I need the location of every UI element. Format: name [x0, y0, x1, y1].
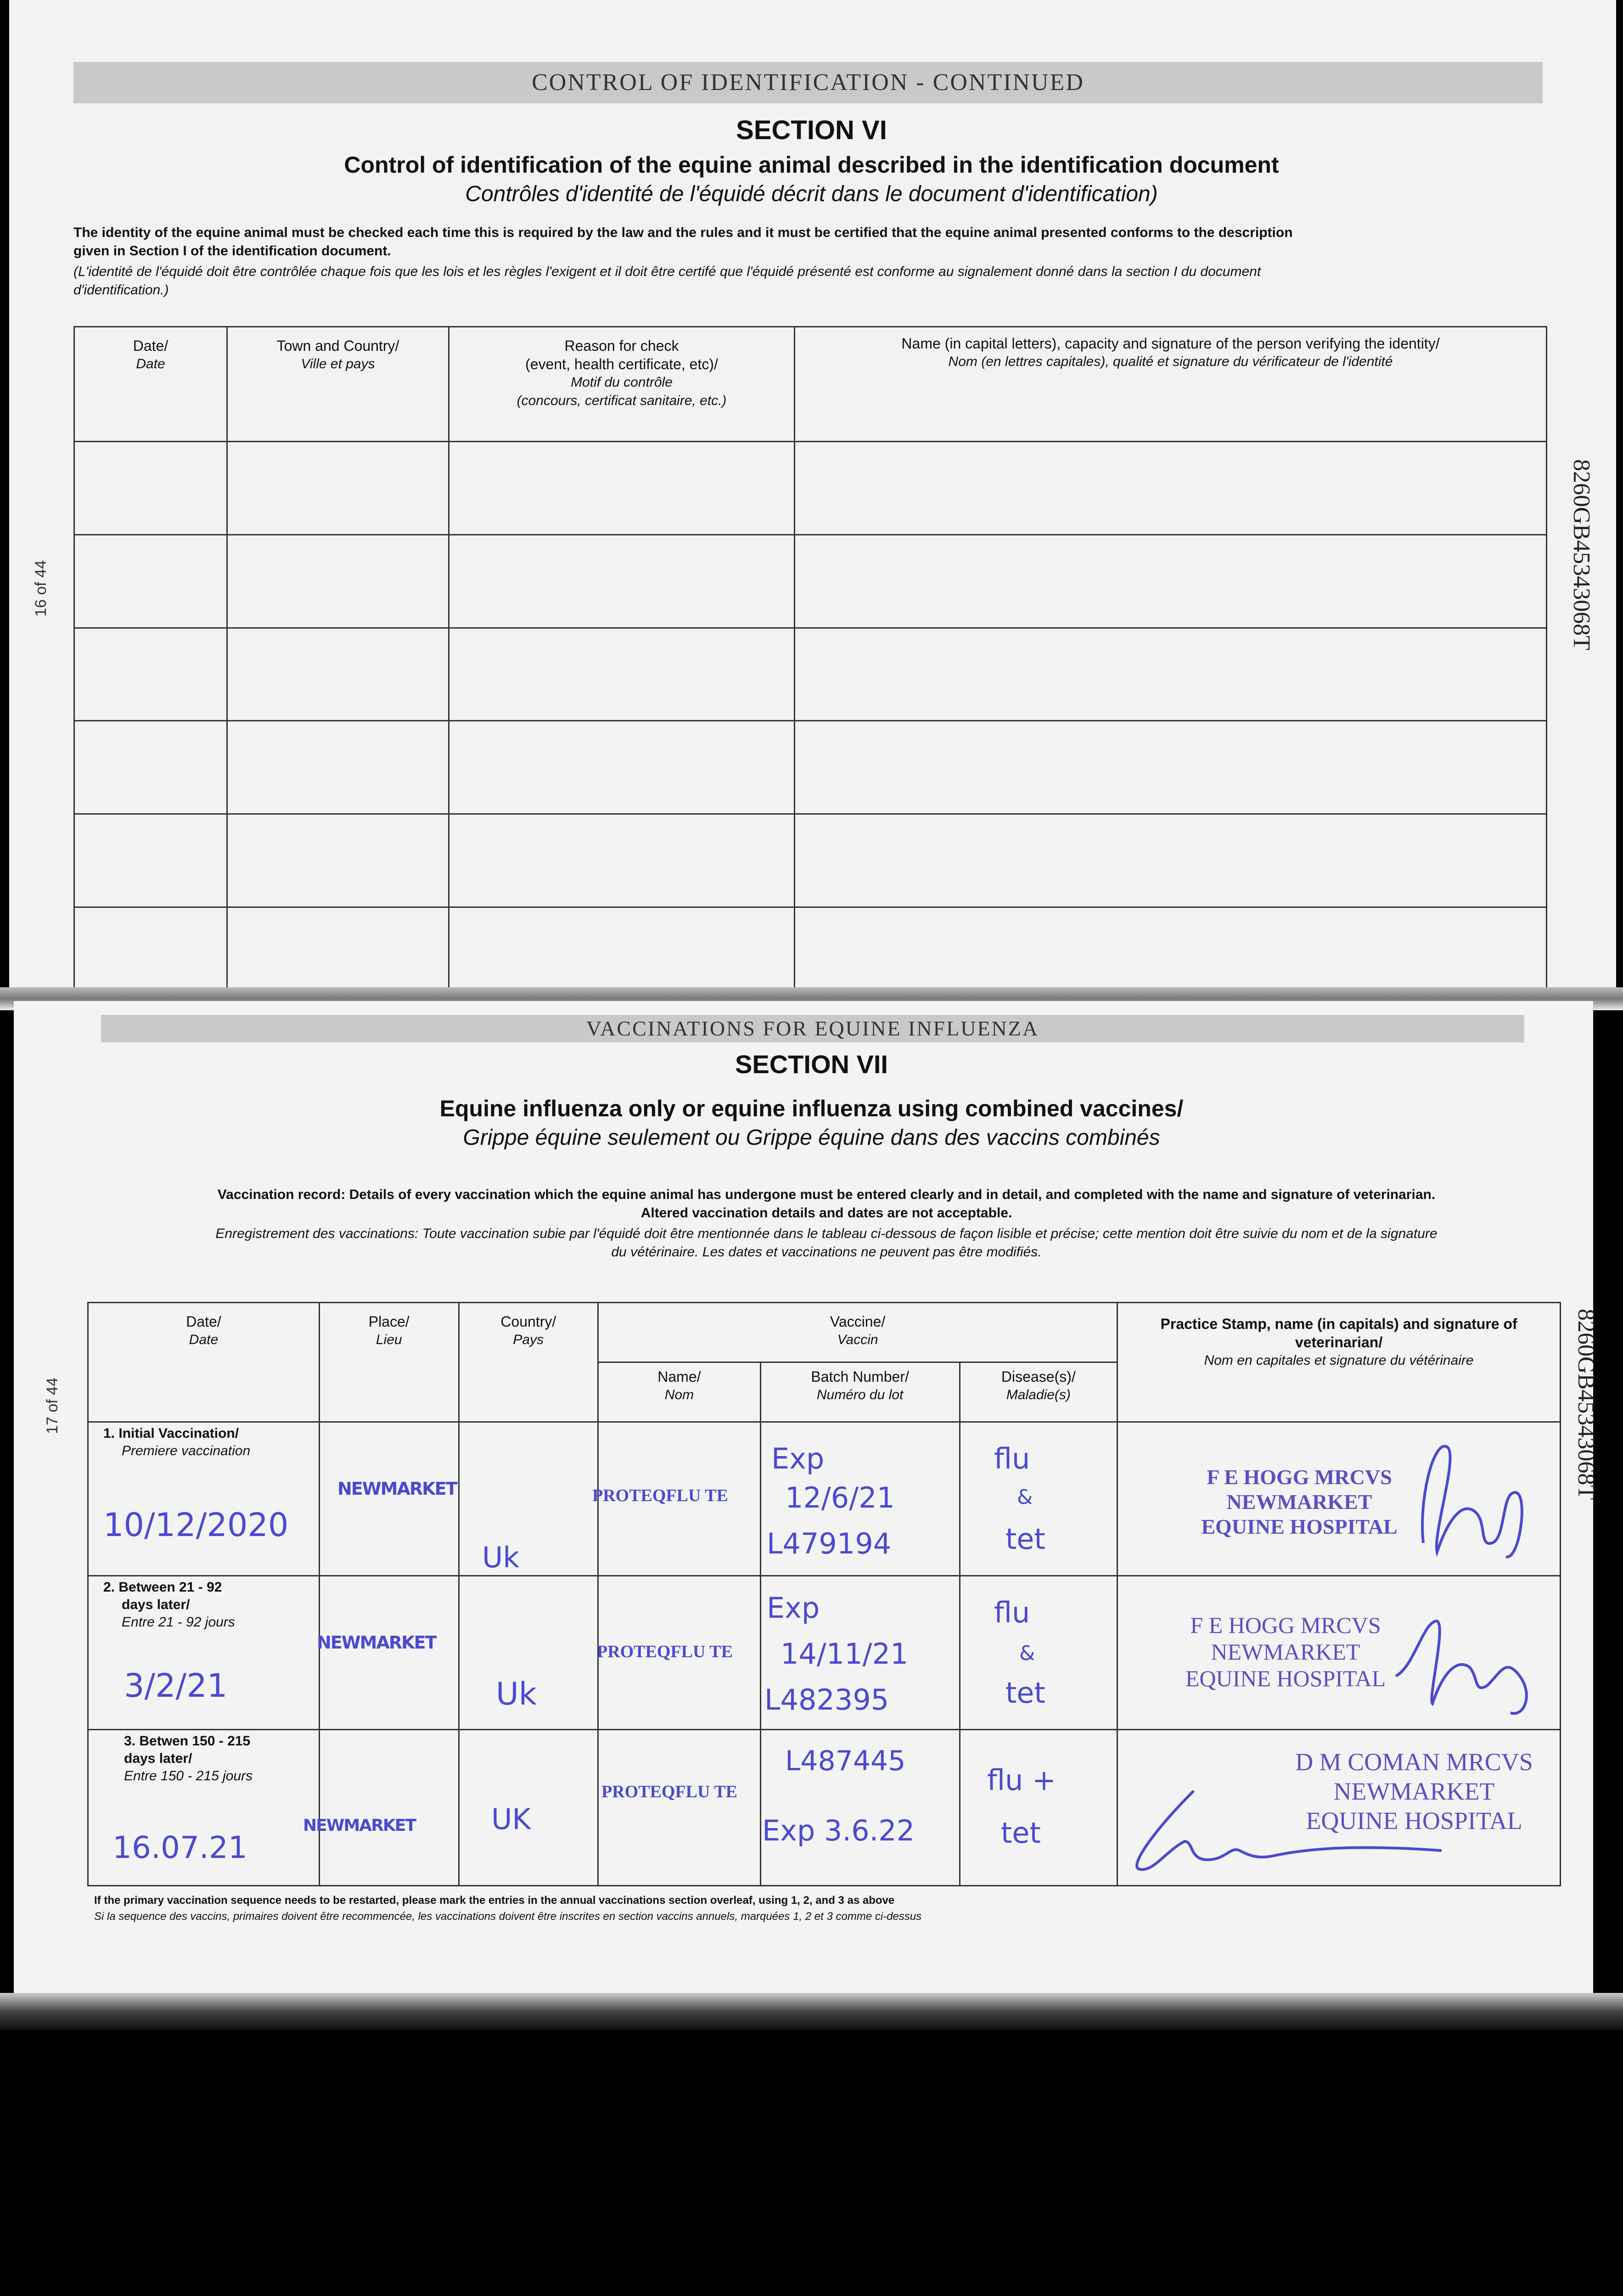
row1-batch-2: 12/6/21 [785, 1481, 895, 1514]
row2-place: NEWMARKET [317, 1632, 436, 1653]
top-side-code: 8260GB45343068T [1568, 459, 1595, 650]
row3-label-en2: days later/ [124, 1751, 192, 1766]
bottom-section-title: SECTION VII [735, 1050, 888, 1079]
row3-vaccine: PROTEQFLU TE [601, 1782, 737, 1801]
table-row [74, 535, 1547, 628]
vh-country [459, 1303, 598, 1422]
vh-name [598, 1362, 761, 1422]
bottom-record-en-2: Altered vaccination details and dates are not acceptable. [640, 1205, 1012, 1221]
row3-disease-1: flu + [987, 1763, 1056, 1797]
top-title-fr: Contrôles d'identité de l'équidé décrit dans le document d'identification) [465, 182, 1158, 206]
row2-stamp [1162, 1612, 1410, 1692]
top-banner [73, 62, 1543, 103]
book-bottom-edge [0, 1993, 1623, 2030]
row1-label-en: 1. Initial Vaccination/ [103, 1426, 239, 1441]
bottom-page-number: 17 of 44 [44, 1378, 61, 1434]
bottom-record-en-1: Vaccination record: Details of every vaccination which the equine animal has undergone must be entered clearly and in detail, and completed with the name and signature of veterinarian. [217, 1187, 1436, 1202]
table-row [74, 907, 1547, 1001]
row3-label-en: 3. Betwen 150 - 215 [124, 1733, 251, 1749]
vh-vaccine-fr: Vaccin [837, 1332, 878, 1347]
vh-disease [960, 1362, 1118, 1422]
row3-disease-2: tet [1001, 1816, 1041, 1850]
row1-vaccine: PROTEQFLU TE [592, 1486, 728, 1505]
col-name-en: Name (in capital letters), capacity and signature of the person verifying the identity/ [901, 335, 1440, 352]
row3-batch-1: L487445 [785, 1745, 906, 1777]
row2-disease-3: tet [1005, 1676, 1045, 1710]
top-intro-en-2: given in Section I of the identification document. [73, 243, 391, 259]
table-row [74, 814, 1547, 907]
top-banner-text: CONTROL OF IDENTIFICATION - CONTINUED [532, 69, 1084, 96]
vh-stamp-en: Practice Stamp, name (in capitals) and signature of veterinarian/ [1160, 1316, 1517, 1351]
footnote-fr: Si la sequence des vaccins, primaires doivent être recommencée, les vaccinations doivent être inscrites en section vaccins annuels, marquées 1, 2 et 3 comme ci-dessus [94, 1910, 922, 1923]
row1-stamp-line3: EQUINE HOSPITAL [1201, 1515, 1398, 1538]
col-town-fr: Ville et pays [301, 356, 375, 371]
bottom-record-fr-1: Enregistrement des vaccinations: Toute vaccination subie par l'équidé doit être mentionnée dans le tableau ci-dessous de façon lisible et précise; cette mention doit être suivie du nom et de la signature [215, 1226, 1438, 1241]
col-name-fr: Nom (en lettres capitales), qualité et signature du vérificateur de l'identité [948, 354, 1393, 369]
row2-disease-1: flu [994, 1596, 1030, 1629]
col-date-en: Date/ [133, 338, 168, 354]
row3-signature [1102, 1773, 1451, 1883]
row1-disease-3: tet [1005, 1522, 1045, 1556]
identification-table [73, 326, 1547, 1001]
col-reason-header [449, 327, 795, 442]
row1-stamp-line1: F E HOGG MRCVS [1207, 1465, 1392, 1489]
row3-label-fr: Entre 150 - 215 jours [124, 1768, 253, 1784]
col-reason-fr: Motif du contrôle [571, 375, 673, 390]
vh-batch [760, 1362, 960, 1422]
vh-name-fr: Nom [664, 1387, 694, 1402]
vh-vaccine [598, 1303, 1118, 1362]
row1-label-fr: Premiere vaccination [122, 1443, 251, 1458]
col-reason-fr2: (concours, certificat sanitaire, etc.) [517, 393, 727, 408]
col-date-header [74, 327, 227, 442]
vh-batch-fr: Numéro du lot [816, 1387, 904, 1402]
row2-date: 3/2/21 [124, 1667, 228, 1705]
vh-country-en: Country/ [500, 1313, 556, 1330]
bottom-title-en: Equine influenza only or equine influenza using combined vaccines/ [439, 1096, 1184, 1121]
vh-date-en: Date/ [186, 1313, 221, 1330]
row2-signature [1387, 1593, 1552, 1722]
row3-stamp-line1: D M COMAN MRCVS [1295, 1748, 1533, 1776]
top-intro-fr-1: (L'identité de l'équidé doit être contrôlée chaque fois que les lois et les règles l'exigent et il doit être certifé que l'équidé présenté est conforme au signalement donné dans la section I du document [73, 264, 1261, 279]
table-row [74, 628, 1547, 721]
row2-batch-1: Exp [767, 1591, 820, 1625]
row2-batch-2: 14/11/21 [781, 1637, 909, 1671]
row3-stamp-line2: NEWMARKET [1333, 1778, 1495, 1805]
vh-country-fr: Pays [513, 1332, 544, 1347]
bottom-side-code: 8260GB45343068T [1573, 1309, 1599, 1500]
row3-date: 16.07.21 [112, 1830, 247, 1865]
top-section-title: SECTION VI [736, 115, 887, 145]
footnote-en: If the primary vaccination sequence needs to be restarted, please mark the entries in the annual vaccinations section overleaf, using 1, 2, and 3 as above [94, 1894, 895, 1907]
row2-label-en: 2. Between 21 - 92 [103, 1580, 222, 1595]
row1-stamp-line2: NEWMARKET [1226, 1490, 1372, 1514]
row2-label-en2: days later/ [122, 1597, 190, 1612]
row3-country: UK [491, 1802, 531, 1836]
vh-disease-en: Disease(s)/ [1001, 1368, 1076, 1385]
row3-place: NEWMARKET [303, 1816, 416, 1835]
row1-batch-3: L479194 [767, 1527, 892, 1560]
row3-batch-2: Exp 3.6.22 [762, 1814, 915, 1847]
table-row [74, 721, 1547, 814]
top-title-en: Control of identification of the equine animal described in the identification document [344, 152, 1279, 178]
vh-batch-en: Batch Number/ [811, 1368, 909, 1385]
row2-stamp-line3: EQUINE HOSPITAL [1185, 1666, 1386, 1691]
vh-date [88, 1303, 320, 1422]
top-intro-en-1: The identity of the equine animal must be checked each time this is required by the law and the rules and it must be certified that the equine animal presented conforms to the description [73, 225, 1293, 240]
row1-batch-1: Exp [771, 1442, 825, 1475]
col-reason-en2: (event, health certificate, etc)/ [525, 356, 718, 372]
row2-label-fr: Entre 21 - 92 jours [122, 1615, 235, 1630]
vh-vaccine-en: Vaccine/ [830, 1313, 886, 1330]
bottom-banner-text: VACCINATIONS FOR EQUINE INFLUENZA [586, 1017, 1039, 1040]
vh-date-fr: Date [189, 1332, 219, 1347]
vh-stamp-fr: Nom en capitales et signature du vétérinaire [1204, 1353, 1474, 1368]
top-page-number: 16 of 44 [32, 560, 50, 617]
col-town-header [227, 327, 449, 442]
col-name-header [795, 327, 1547, 442]
row1-stamp [1189, 1465, 1410, 1539]
row2-vaccine: PROTEQFLU TE [597, 1642, 733, 1661]
bottom-record-fr-2: du vétérinaire. Les dates et vaccinations ne peuvent pas être modifiés. [611, 1244, 1042, 1260]
bottom-banner [101, 1015, 1524, 1042]
col-date-fr: Date [136, 356, 165, 371]
vh-stamp [1118, 1303, 1561, 1422]
vh-name-en: Name/ [657, 1368, 701, 1385]
row2-stamp-line2: NEWMARKET [1211, 1639, 1360, 1665]
col-reason-en: Reason for check [564, 338, 679, 354]
row1-place: NEWMARKET [337, 1479, 457, 1499]
row1-signature [1405, 1433, 1543, 1570]
row1-country: Uk [482, 1541, 520, 1574]
top-intro-fr-2: d'identification.) [73, 282, 169, 298]
bottom-title-fr: Grippe équine seulement ou Grippe équine dans des vaccins combinés [463, 1125, 1160, 1150]
vh-place-fr: Lieu [376, 1332, 402, 1347]
row2-country: Uk [496, 1676, 537, 1712]
row3-stamp-line3: EQUINE HOSPITAL [1306, 1807, 1522, 1835]
vh-disease-fr: Maladie(s) [1006, 1387, 1071, 1402]
table-row [74, 442, 1547, 535]
row1-disease-2: & [1017, 1486, 1033, 1509]
row2-batch-3: L482395 [764, 1683, 889, 1716]
row2-stamp-line1: F E HOGG MRCVS [1190, 1612, 1381, 1638]
row1-date: 10/12/2020 [103, 1506, 289, 1544]
row1-disease-1: flu [994, 1442, 1030, 1475]
vh-place [319, 1303, 459, 1422]
vh-place-en: Place/ [368, 1313, 410, 1330]
row2-disease-2: & [1019, 1642, 1035, 1665]
col-town-en: Town and Country/ [276, 338, 399, 354]
